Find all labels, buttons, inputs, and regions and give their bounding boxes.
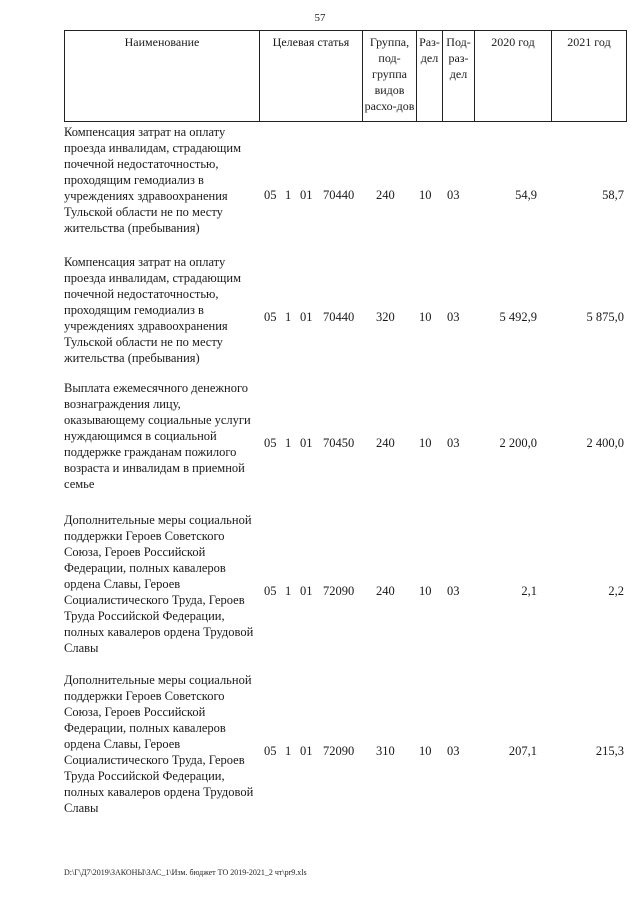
group-code: 240	[376, 436, 395, 450]
subsection-code: 03	[447, 584, 460, 598]
page-number: 57	[314, 12, 326, 24]
target-article-part: 70440	[323, 188, 355, 202]
target-article-part: 72090	[323, 584, 355, 598]
group-code: 240	[376, 584, 395, 598]
row-values	[64, 744, 627, 760]
row-name: Компенсация затрат на оплату проезда инвалидам, страдающим почечной недостаточностью, проходящим гемодиализ в учреждениях здравоохранения Тульской области не по месту жительства (пребывания)	[64, 125, 241, 235]
row-values	[64, 436, 627, 452]
target-article-part: 1	[285, 744, 292, 758]
target-article-part: 01	[300, 188, 313, 202]
row-values	[64, 310, 627, 326]
target-article-part: 01	[300, 584, 313, 598]
value-2020: 2 200,0	[499, 436, 537, 450]
header-subsection: Под-раз-дел	[442, 31, 474, 121]
row-name: Компенсация затрат на оплату проезда инвалидам, страдающим почечной недостаточностью, проходящим гемодиализ в учреждениях здравоохранения Тульской области не по месту жительства (пребывания)	[64, 255, 241, 365]
section-code: 10	[419, 584, 432, 598]
section-code: 10	[419, 188, 432, 202]
target-article-part: 1	[285, 188, 292, 202]
target-article-part: 01	[300, 310, 313, 324]
header-target-article: Целевая статья	[259, 31, 362, 121]
target-article-part: 05	[264, 188, 277, 202]
target-article-part: 05	[264, 436, 277, 450]
target-article-part: 72090	[323, 744, 355, 758]
value-2021: 215,3	[595, 744, 624, 758]
target-article-part: 05	[264, 584, 277, 598]
value-2021: 5 875,0	[586, 310, 624, 324]
section-code: 10	[419, 310, 432, 324]
header-group: Группа, под-группа видов расхо-дов	[362, 31, 416, 121]
section-code: 10	[419, 744, 432, 758]
value-2020: 5 492,9	[499, 310, 537, 324]
subsection-code: 03	[447, 310, 460, 324]
group-code: 320	[376, 310, 395, 324]
value-2020: 207,1	[508, 744, 537, 758]
section-code: 10	[419, 436, 432, 450]
subsection-code: 03	[447, 744, 460, 758]
table-header	[64, 30, 627, 122]
value-2021: 58,7	[602, 188, 624, 202]
row-values	[64, 188, 627, 204]
header-year-2020: 2020 год	[474, 31, 551, 121]
target-article-part: 1	[285, 310, 292, 324]
target-article-part: 1	[285, 436, 292, 450]
target-article-part: 70450	[323, 436, 355, 450]
file-path-footer: D:\Г\Д7\2019\ЗАКОНЫ\ЗАС_1\Изм. бюджет ТО 2019-2021_2 чт\pr9.xls	[64, 868, 307, 877]
header-section: Раз-дел	[416, 31, 442, 121]
target-article-part: 05	[264, 310, 277, 324]
subsection-code: 03	[447, 188, 460, 202]
target-article-part: 01	[300, 436, 313, 450]
header-name: Наименование	[64, 31, 259, 121]
target-article-part: 1	[285, 584, 292, 598]
target-article-part: 05	[264, 744, 277, 758]
subsection-code: 03	[447, 436, 460, 450]
row-values	[64, 584, 627, 600]
group-code: 310	[376, 744, 395, 758]
row-name: Дополнительные меры социальной поддержки Героев Советского Союза, Героев Российской Федерации, полных кавалеров ордена Славы, Героев Социалистического Труда, Героев Труда Российской Федерации, полных кавалеров ордена Трудовой Славы	[64, 673, 254, 815]
row-name: Выплата ежемесячного денежного вознаграждения лицу, оказывающему социальные услуги нуждающимся в социальной поддержке гражданам пожилого возраста и инвалидам в приемной семье	[64, 381, 251, 491]
group-code: 240	[376, 188, 395, 202]
value-2021: 2 400,0	[586, 436, 624, 450]
header-year-2021: 2021 год	[551, 31, 627, 121]
value-2020: 2,1	[521, 584, 537, 598]
value-2020: 54,9	[515, 188, 537, 202]
value-2021: 2,2	[608, 584, 624, 598]
row-name: Дополнительные меры социальной поддержки Героев Советского Союза, Героев Российской Федерации, полных кавалеров ордена Славы, Героев Социалистического Труда, Героев Труда Российской Федерации, полных кавалеров ордена Трудовой Славы	[64, 513, 254, 655]
target-article-part: 01	[300, 744, 313, 758]
target-article-part: 70440	[323, 310, 355, 324]
